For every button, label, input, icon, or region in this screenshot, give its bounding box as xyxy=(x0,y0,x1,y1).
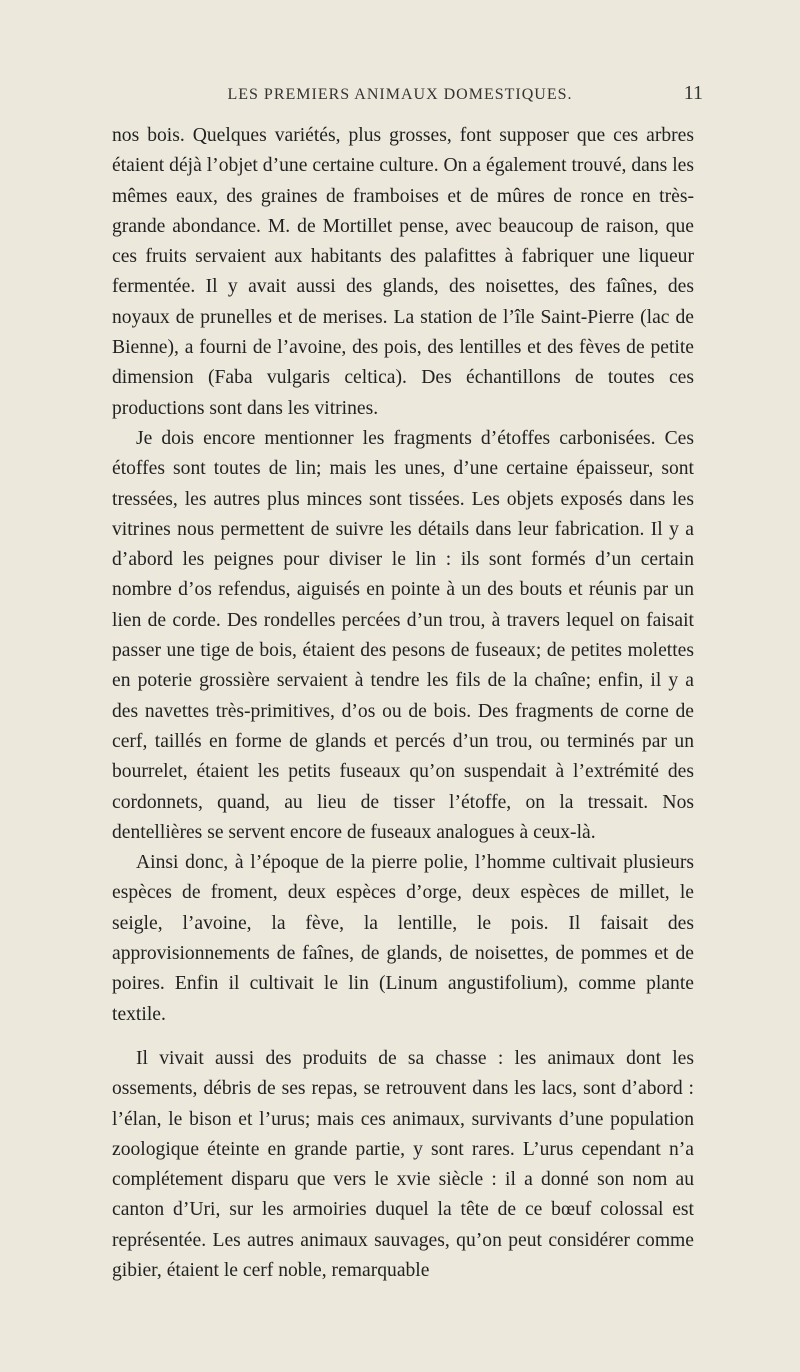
running-head xyxy=(0,82,800,110)
paragraph-2: Je dois encore mentionner les fragments d’étoffes carbonisées. Ces étoffes sont toutes de lin; mais les unes, d’une certaine épaisseur, sont tressées, les autres plus minces sont tissées. Les objets exposés dans les vitrines nous permettent de suivre les détails dans leur fabrication. Il y a d’abord les peignes pour diviser le lin : ils sont formés d’un certain nombre d’os refendus, aiguisés en pointe à un des bouts et réunis par un lien de corde. Des rondelles percées d’un trou, à travers lequel on faisait passer une tige de bois, étaient des pesons de fuseaux; de petites molettes en poterie grossière servaient à tendre les fils de la chaîne; enfin, il y a des navettes très-primitives, d’os ou de bois. Des fragments de corne de cerf, taillés en forme de glands et percés d’un trou, ou terminés par un bourrelet, étaient les petits fuseaux qu’on suspendait à l’extrémité des cordonnets, quand, au lieu de tisser l’étoffe, on la tressait. Nos dentellières se servent encore de fuseaux analogues à ceux-là. xyxy=(112,427,694,843)
paragraph-3: Ainsi donc, à l’époque de la pierre polie, l’homme cultivait plusieurs espèces de froment, deux espèces d’orge, deux espèces de millet, le seigle, l’avoine, la fève, la lentille, le pois. Il faisait des approvisionnements de faînes, de glands, de noisettes, de pommes et de poires. Enfin il cultivait le lin (Linum angustifolium), comme plante textile. xyxy=(112,852,694,1025)
running-title: LES PREMIERS ANIMAUX DOMESTIQUES. xyxy=(227,86,573,103)
paragraph-4: Il vivait aussi des produits de sa chasse : les animaux dont les ossements, débris de ses repas, se retrouvent dans les lacs, sont d’abord : l’élan, le bison et l’urus; mais ces animaux, survivants d’une population zoologique éteinte en grande partie, y sont rares. L’urus cependant n’a complétement disparu que vers le xvie siècle : il a donné son nom au canton d’Uri, sur les armoiries duquel la tête de ce bœuf colossal est représentée. Les autres animaux sauvages, qu’on peut considérer comme gibier, étaient le cerf noble, remarquable xyxy=(112,1047,694,1281)
page-number: 11 xyxy=(683,82,703,104)
paragraph-1: nos bois. Quelques variétés, plus grosses, font supposer que ces arbres étaient déjà l’objet d’une certaine culture. On a également trouvé, dans les mêmes eaux, des graines de framboises et de mûres de ronce en très-grande abondance. M. de Mortillet pense, avec beaucoup de raison, que ces fruits servaient aux habitants des palafittes à fabriquer une liqueur fermentée. Il y avait aussi des glands, des noisettes, des faînes, des noyaux de prunelles et de merises. La station de l’île Saint-Pierre (lac de Bienne), a fourni de l’avoine, des pois, des lentilles et des fèves de petite dimension (Faba vulgaris celtica). Des échantillons de toutes ces productions sont dans les vitrines. xyxy=(112,125,694,419)
body-text xyxy=(112,121,694,1286)
